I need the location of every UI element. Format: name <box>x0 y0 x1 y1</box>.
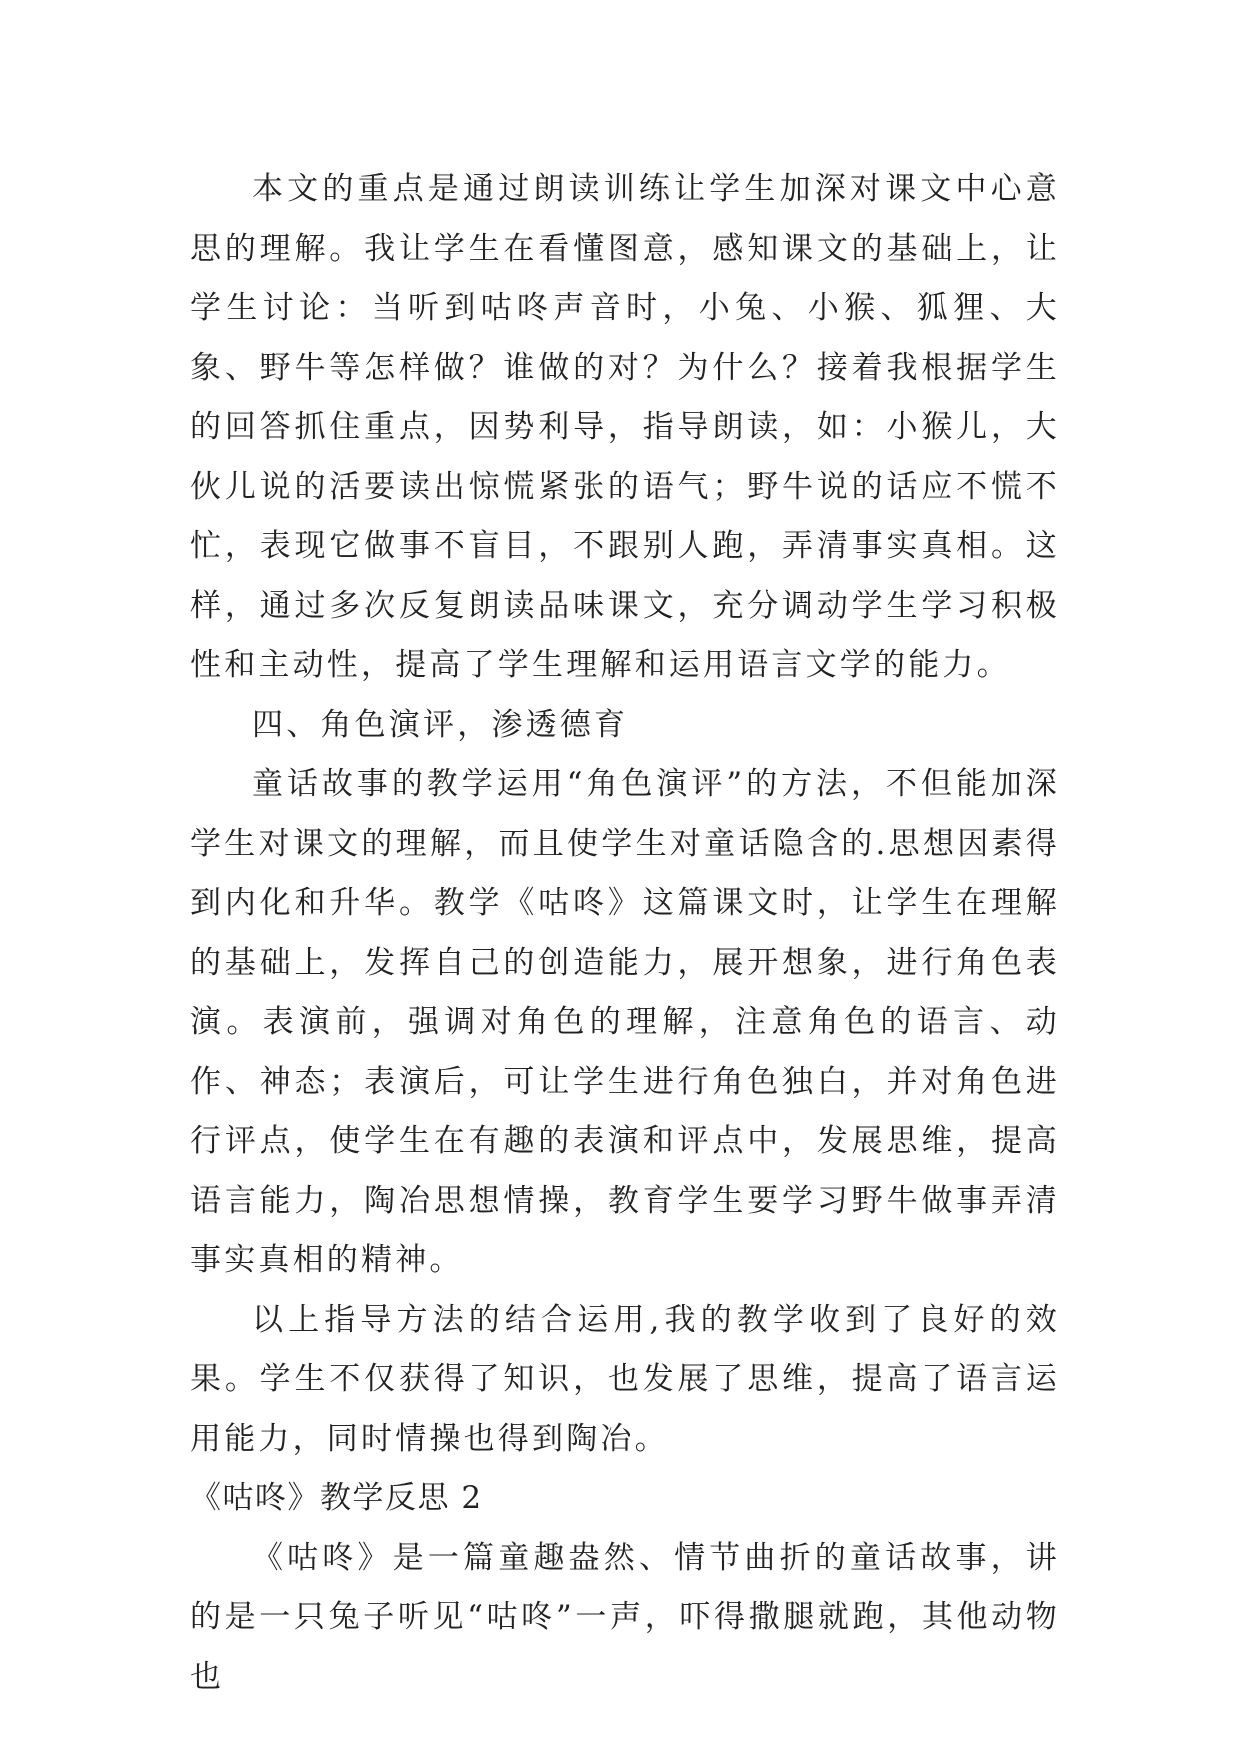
paragraph-role-play: 童话故事的教学运用“角色演评”的方法，不但能加深学生对课文的理解，而且使学生对童话隐含的.思想因素得到内化和升华。教学《咕咚》这篇课文时，让学生在理解的基础上，发挥自己的创造能力，展开想象，进行角色表演。表演前，强调对角色的理解，注意角色的语言、动作、神态；表演后，可让学生进行角色独白，并对角色进行评点，使学生在有趣的表演和评点中，发展思维，提高语言能力，陶冶思想情操，教育学生要学习野牛做事弄清事实真相的精神。 <box>190 766 1060 1278</box>
paragraph-reading-training: 本文的重点是通过朗读训练让学生加深对课文中心意思的理解。我让学生在看懂图意，感知课文的基础上，让学生讨论：当听到咕咚声音时，小兔、小猴、狐狸、大象、野牛等怎样做？谁做的对？为什么？接着我根据学生的回答抓住重点，因势利导，指导朗读，如：小猴儿，大伙儿说的活要读出惊慌紧张的语气；野牛说的话应不慌不忙，表现它做事不盲目，不跟别人跑，弄清事实真相。这样，通过多次反复朗读品味课文，充分调动学生学习积极性和主动性，提高了学生理解和运用语言文学的能力。 <box>190 171 1060 683</box>
paragraph-intro-2: 《咕咚》是一篇童趣盎然、情节曲折的童话故事，讲的是一只兔子听见“咕咚”一声，吓得撒腿就跑，其他动物也 <box>190 1539 1060 1695</box>
document-body <box>190 160 1060 1707</box>
paragraph-conclusion: 以上指导方法的结合运用,我的教学收到了良好的效果。学生不仅获得了知识，也发展了思维，提高了语言运用能力，同时情操也得到陶冶。 <box>190 1301 1060 1457</box>
section-heading-role-play: 四、角色演评，渗透德育 <box>252 706 629 743</box>
article-title-2: 《咕咚》教学反思 2 <box>190 1480 483 1516</box>
